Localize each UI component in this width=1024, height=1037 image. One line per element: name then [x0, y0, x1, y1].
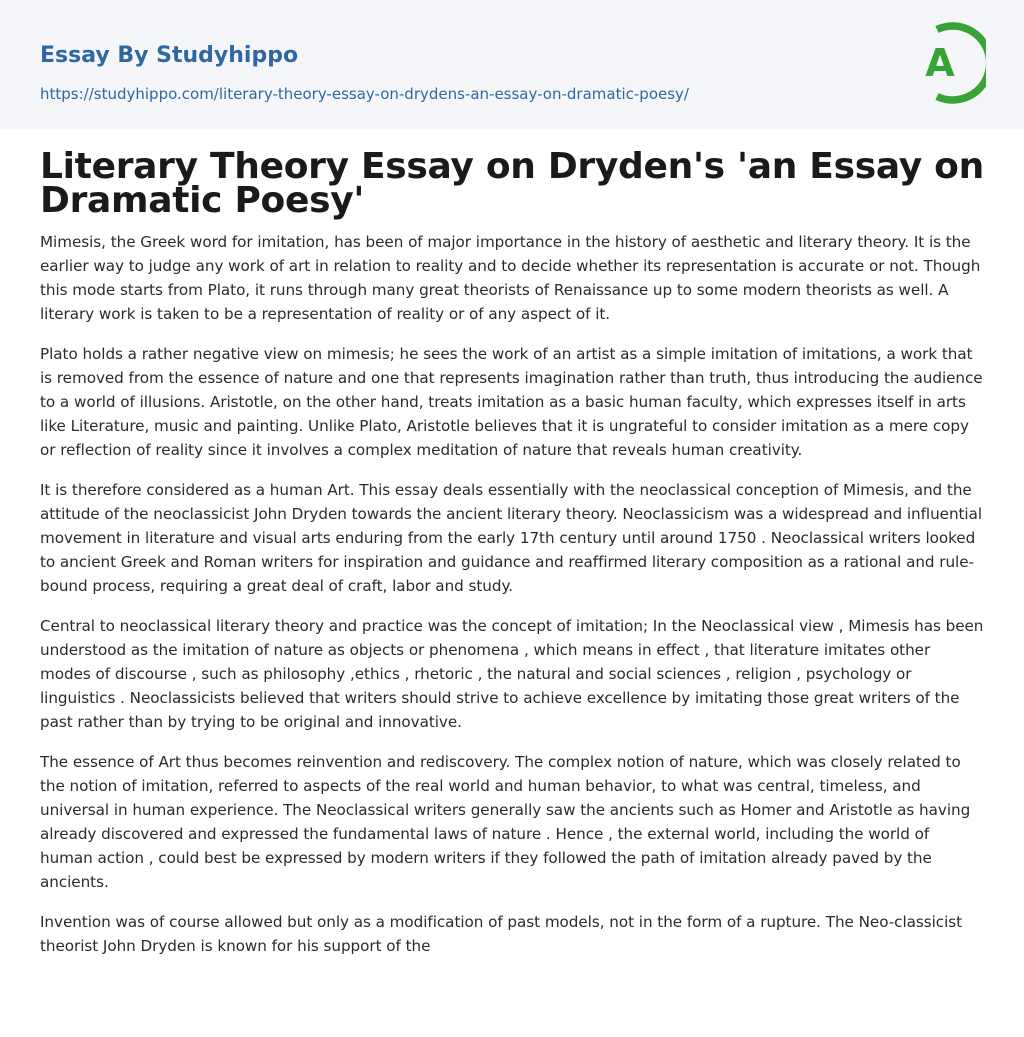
essay-paragraph: It is therefore considered as a human Art. This essay deals essentially with the neoclassical conception of Mimesis, and the attitude of the neoclassicist John Dryden towards the ancient literary theory. Neoclassicism was a widespread and influential movement in literature and visual arts enduring from the early 17th century until around 1750 . Neoclassical writers looked to ancient Greek and Roman writers for inspiration and guidance and reaffirmed literary composition as a rational and rule-bound process, requiring a great deal of craft, labor and study. — [40, 481, 983, 595]
site-header — [0, 0, 1024, 129]
essay-paragraph: Central to neoclassical literary theory and practice was the concept of imitation; In the Neoclassical view , Mimesis has been understood as the imitation of nature as objects or phenomena , which means in effect , that literature imitates other modes of discourse , such as philosophy ,ethics , rhetoric , the natural and social sciences , religion , psychology or linguistics . Neoclassicists believed that writers should strive to achieve excellence by imitating those great writers of the past rather than by trying to be original and innovative. — [40, 617, 984, 731]
essay-content — [0, 146, 1024, 958]
source-url-link[interactable]: https://studyhippo.com/literary-theory-essay-on-drydens-an-essay-on-dramatic-poesy/ — [40, 85, 689, 103]
site-title[interactable]: Essay By Studyhippo — [40, 43, 299, 68]
studyhippo-logo-icon[interactable] — [912, 20, 986, 106]
logo-letter: A — [925, 41, 955, 85]
essay-title: Literary Theory Essay on Dryden's 'an Essay on Dramatic Poesy' — [40, 146, 984, 221]
essay-paragraph: Mimesis, the Greek word for imitation, has been of major importance in the history of aesthetic and literary theory. It is the earlier way to judge any work of art in relation to reality and to decide whether its representation is accurate or not. Though this mode starts from Plato, it runs through many great theorists of Renaissance up to some modern theorists as well. A literary work is taken to be a representation of reality or of any aspect of it. — [40, 233, 981, 323]
essay-paragraph: The essence of Art thus becomes reinvention and rediscovery. The complex notion of nature, which was closely related to the notion of imitation, referred to aspects of the real world and human behavior, to what was central, timeless, and universal in human experience. The Neoclassical writers generally saw the ancients such as Homer and Aristotle as having already discovered and expressed the fundamental laws of nature . Hence , the external world, including the world of human action , could best be expressed by modern writers if they followed the path of imitation already paved by the ancients. — [40, 753, 971, 891]
essay-paragraph: Invention was of course allowed but only as a modification of past models, not in the form of a rupture. The Neo-classicist theorist John Dryden is known for his support of the — [40, 913, 963, 955]
essay-paragraph: Plato holds a rather negative view on mimesis; he sees the work of an artist as a simple imitation of imitations, a work that is removed from the essence of nature and one that represents imagination rather than truth, thus introducing the audience to a world of illusions. Aristotle, on the other hand, treats imitation as a basic human faculty, which expresses itself in arts like Literature, music and painting. Unlike Plato, Aristotle believes that it is ungrateful to consider imitation as a mere copy or reflection of reality since it involves a complex meditation of nature that reveals human creativity. — [40, 345, 983, 459]
